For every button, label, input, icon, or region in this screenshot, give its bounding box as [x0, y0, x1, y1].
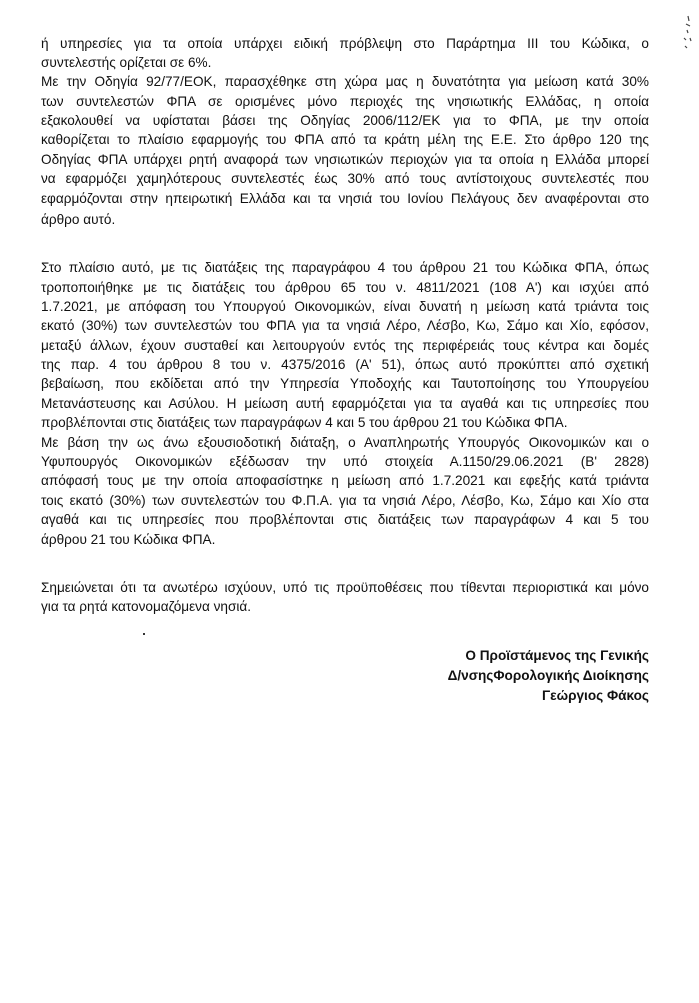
- signature-department: Δ/νσηςΦορολογικής Διοίκησης: [447, 668, 649, 683]
- paragraph-2-line-1: Με την Οδηγία 92/77/ΕΟΚ, παρασχέθηκε στη χώρα μας η δυνατότητα για μείωση κατά 30%: [41, 74, 649, 89]
- paragraph-2-line-4: καθορίζεται το πλαίσιο εφαρμογής του ΦΠΑ από τα κράτη μέλη της Ε.Ε. Στο άρθρο 120 της: [41, 132, 649, 147]
- paragraph-3-line-8: Μετανάστευσης και Ασύλου. Η μείωση αυτή εφαρμόζεται για τα αγαθά και τις υπηρεσίες που: [41, 396, 649, 411]
- paragraph-3-line-2: τροποποιήθηκε με τις διατάξεις του άρθρου 65 του ν. 4811/2021 (108 Α') και ισχύει από: [41, 280, 649, 295]
- paragraph-3-line-7: βεβαίωση, που εκδίδεται από την Υπηρεσία Υποδοχής και Ταυτοποίησης του Υπουργείου: [41, 376, 649, 391]
- paragraph-1-line-2: συντελεστής ορίζεται σε 6%.: [41, 55, 212, 70]
- paragraph-5-line-1: Σημειώνεται ότι τα ανωτέρω ισχύουν, υπό τις προϋποθέσεις που τίθενται περιοριστικά και μόνο: [41, 580, 649, 595]
- paragraph-5-line-2: για τα ρητά κατονομαζόμενα νησιά.: [41, 599, 252, 614]
- paragraph-4-line-4: τοις εκατό (30%) των συντελεστών του Φ.Π.Α. για τα νησιά Λέρο, Λέσβο, Κω, Σάμο και Χίο στα: [41, 493, 649, 508]
- margin-mark-icon: [681, 14, 695, 54]
- paragraph-3-line-6: της παρ. 4 του άρθρου 8 του ν. 4375/2016 (Α' 51), όπως αυτό προκύπτει από σχετική: [41, 357, 649, 372]
- paragraph-2-line-7: εφαρμόζονται στην ηπειρωτική Ελλάδα και τα νησιά του Ιονίου Πελάγους δεν αναφέρονται στο: [41, 191, 649, 206]
- paragraph-4-line-5: αγαθά και τις υπηρεσίες που προβλέπονται στις διατάξεις των παραγράφων 4 και 5 του: [41, 512, 649, 527]
- paragraph-2-line-3: εξακολουθεί να υφίσταται βάσει της Οδηγίας 2006/112/ΕΚ για το ΦΠΑ, με την οποία: [41, 113, 649, 128]
- paragraph-3-line-3: 1.7.2021, με απόφαση του Υπουργού Οικονομικών, είναι δυνατή η μείωση κατά τριάντα τοις: [41, 299, 649, 314]
- paragraph-1-line-1: ή υπηρεσίες για τα οποία υπάρχει ειδική πρόβλεψη στο Παράρτημα ΙΙΙ του Κώδικα, ο: [41, 36, 649, 51]
- scan-speck: [143, 633, 145, 635]
- signature-name: Γεώργιος Φάκος: [541, 688, 649, 703]
- paragraph-2-line-5: Οδηγίας ΦΠΑ υπάρχει ρητή αναφορά των νησιωτικών περιοχών για τα οποία η Ελλάδα μπορεί: [41, 152, 649, 167]
- paragraph-4-line-2: Υφυπουργός Οικονομικών εξέδωσαν την υπό στοιχεία Α.1150/29.06.2021 (Β' 2828): [41, 454, 649, 469]
- paragraph-4-line-6: άρθρου 21 του Κώδικα ΦΠΑ.: [41, 532, 216, 547]
- signature-title: Ο Προϊστάμενος της Γενικής: [465, 648, 649, 663]
- paragraph-3-line-5: μεταξύ άλλων, έχουν συσταθεί και λειτουργούν εντός της περιφέρειάς τους κέντρα και δομές: [41, 338, 649, 353]
- paragraph-4-line-3: απόφασή τους με την οποία αποφασίστηκε η μείωση από 1.7.2021 και εφεξής κατά τριάντα: [41, 473, 649, 488]
- paragraph-2-line-2: των συντελεστών ΦΠΑ σε ορισμένες μόνο περιοχές της νησιωτικής Ελλάδας, η οποία: [41, 94, 649, 109]
- paragraph-3-line-9: προβλέπονται στις διατάξεις των παραγράφων 4 και 5 του άρθρου 21 του Κώδικα ΦΠΑ.: [41, 415, 568, 430]
- paragraph-2-line-8: άρθρο αυτό.: [41, 212, 116, 227]
- paragraph-3-line-1: Στο πλαίσιο αυτό, με τις διατάξεις της παραγράφου 4 του άρθρου 21 του Κώδικα ΦΠΑ, όπως: [41, 260, 649, 275]
- paragraph-2-line-6: να εφαρμόζει χαμηλότερους συντελεστές έως 30% από τους αντίστοιχους συντελεστές που: [41, 171, 649, 186]
- paragraph-4-line-1: Με βάση την ως άνω εξουσιοδοτική διάταξη, ο Αναπληρωτής Υπουργός Οικονομικών και ο: [41, 435, 649, 450]
- paragraph-3-line-4: εκατό (30%) των συντελεστών του ΦΠΑ για τα νησιά Λέρο, Λέσβο, Κω, Σάμο και Χίο, εφόσον,: [41, 318, 649, 333]
